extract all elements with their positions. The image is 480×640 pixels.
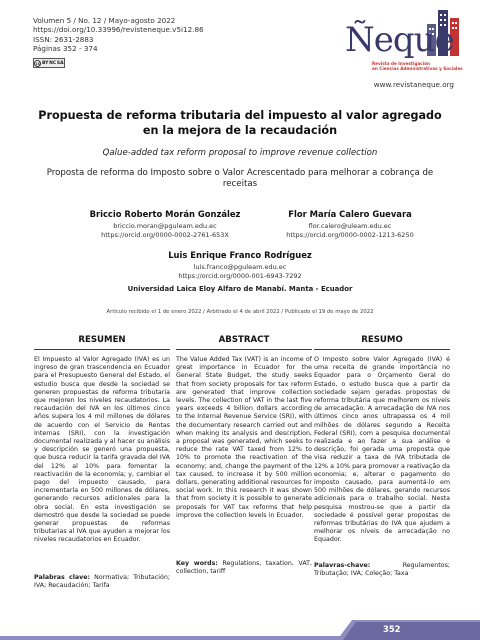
keywords-value: Regulations, taxation, VAT, collection, tariff bbox=[176, 560, 312, 576]
keywords-label: Palabras clave: bbox=[34, 574, 91, 581]
article-title-portuguese: Proposta de reforma do Imposto sobre o Valor Acrescentado para melhorar a cobrança de receitas bbox=[46, 168, 434, 189]
footer-bar bbox=[0, 620, 480, 640]
journal-logo-subtitle bbox=[372, 61, 463, 72]
resumen-heading: RESUMEN bbox=[78, 335, 126, 345]
abstract-divider bbox=[176, 349, 312, 350]
resumen-keywords bbox=[34, 574, 170, 590]
journal-logo-word: Ñeque bbox=[345, 20, 454, 60]
journal-website-link[interactable]: www.revistaneque.org bbox=[373, 80, 454, 89]
author-orcid[interactable]: https://orcid.org/0000-0002-2761-653X bbox=[101, 231, 229, 240]
author-name: Flor María Calero Guevara bbox=[288, 209, 412, 219]
abstract-heading: ABSTRACT bbox=[218, 335, 270, 345]
author-block bbox=[160, 250, 320, 282]
cc-license-badge-icon[interactable] bbox=[33, 58, 65, 68]
abstract-body: The Value Added Tax (VAT) is an income of great importance in Ecuador for the General State Budget, the study seeks that from society proposals for tax reform are generated that improve collection levels. The collection of VAT in the last five years exceeds 4 billion dollars according to the Internal Revenue Service (SRI), with the documentary research carried out and when making its analysis and description, a proposal was generated, which seeks to reduce the rate VAT taxed from 12% to 10% to promote the reactivation of the economy; and, change the payment of the tax caused, to increase it by 500 million dollars, generating additional resources for social work. In this research it was shown that from society it is possible to generate proposals for VAT tax reforms that help improve the collection levels in Ecuador. bbox=[176, 356, 312, 519]
page-number: 352 bbox=[383, 624, 401, 634]
cc-by-label: BY bbox=[42, 60, 49, 66]
keywords-value: Regulamentos; Tributação; IVA; Coleção; Taxa bbox=[314, 562, 450, 578]
cc-icon: cc bbox=[35, 60, 41, 66]
article-title: Propuesta de reforma tributaria del impuesto al valor agregado en la mejora de la recaudación bbox=[38, 109, 442, 137]
resumen-divider bbox=[34, 349, 170, 350]
journal-meta bbox=[33, 16, 204, 54]
doi-link[interactable]: https://doi.org/10.33996/revisteneque.v5i12.86 bbox=[33, 25, 204, 35]
keywords-label: Key words: bbox=[176, 560, 218, 567]
institution: Universidad Laica Eloy Alfaro de Manabí. Manta - Ecuador bbox=[127, 285, 353, 293]
keywords-label: Palavras-chave: bbox=[314, 562, 371, 569]
article-title-english: Qalue-added tax reform proposal to improve revenue collection bbox=[102, 148, 378, 158]
author-email[interactable]: briccio.moran@pguleam.edu.ec bbox=[113, 222, 217, 230]
logo-subtitle-line-2: en Ciencias Administrativas y Sociales bbox=[372, 66, 463, 72]
resumen-body: El Impuesto al Valor Agregado (IVA) es un ingreso de gran trascendencia en Ecuador para el Presupuesto General del Estado, el estudio busca que desde la sociedad se generen propuestas de reforma tributaria que mejoren los niveles recaudatorios. La recaudación del IVA en los últimos cinco años supera los 4 mil millones de dólares de acuerdo con el Servicio de Rentas Internas (SRI), con la investigación documental realizada y al hacer su análisis y descripción se generó una propuesta, que busca reducir la tarifa gravada del IVA del 12% al 10% para fomentar la reactivación de la economía; y, cambiar el pago del impuesto causado, para incrementarla en 500 millones de dólares, generando recursos adicionales para la obra social. En esta investigación se demostró que desde la sociedad se puede generar propuestas de reformas tributarias al IVA que ayuden a mejorar los niveles recaudatorios en Ecuador. bbox=[34, 356, 170, 544]
author-block bbox=[80, 209, 250, 241]
cc-sa-label: SA bbox=[56, 60, 64, 66]
article-dates: Artículo recibido el 1 de enero 2022 / Arbitrado el 4 de abril 2022 / Publicado el 19 de mayo de 2022 bbox=[106, 309, 374, 315]
author-orcid[interactable]: https://orcid.org/0000-001-6943-7292 bbox=[178, 272, 302, 281]
author-name: Briccio Roberto Morán González bbox=[89, 209, 241, 219]
author-block bbox=[270, 209, 430, 241]
resumo-divider bbox=[314, 349, 450, 350]
author-name: Luis Enrique Franco Rodríguez bbox=[168, 250, 312, 260]
abstract-keywords bbox=[176, 560, 312, 576]
cc-nc-label: NC bbox=[49, 60, 57, 66]
author-email[interactable]: flor.calero@uleam.edu.ec bbox=[308, 222, 392, 230]
page-range: Páginas 352 - 374 bbox=[33, 44, 98, 54]
resumo-keywords bbox=[314, 562, 450, 578]
resumo-heading: RESUMO bbox=[361, 335, 403, 345]
issn: ISSN: 2631-2883 bbox=[33, 34, 94, 44]
logo-subtitle-line-1: Revista de Investigación bbox=[372, 61, 430, 66]
author-orcid[interactable]: https://orcid.org/0000-0002-1213-6250 bbox=[286, 231, 414, 240]
keywords-value: Normativa; Tributación; IVA; Recaudación; Tarifa bbox=[34, 574, 170, 590]
author-email[interactable]: luis.franco@pguleam.edu.ec bbox=[193, 263, 287, 271]
volume-line: Volumen 5 / No. 12 / Mayo-agosto 2022 bbox=[33, 16, 176, 25]
resumo-body: O Imposto sobre Valor Agregado (IVA) é uma receita de grande importância no Equador para o Orçamento Geral do Estado, o estudo busca que a partir da sociedade sejam geradas propostas de reforma tributária que melhorem os níveis de arrecadação. A arrecadação de IVA nos últimos cinco anos ultrapassa os 4 mil milhões de dólares segundo a Receita Federal (SRI), com a pesquisa documental realizada e ao fazer a sua análise e descrição, foi gerada uma proposta que visa reduzir a taxa de IVA tributada de 12% a 10% para promover a reativação da economia; e, alterar o pagamento do imposto causado, para aumentá-lo em 500 milhões de dólares, gerando recursos adicionais para o trabalho social. Nesta pesquisa mostrou-se que a partir da sociedade é possível gerar propostas de reformas tributárias do IVA que ajudem a melhorar os níveis de arrecadação no Equador. bbox=[314, 356, 450, 544]
